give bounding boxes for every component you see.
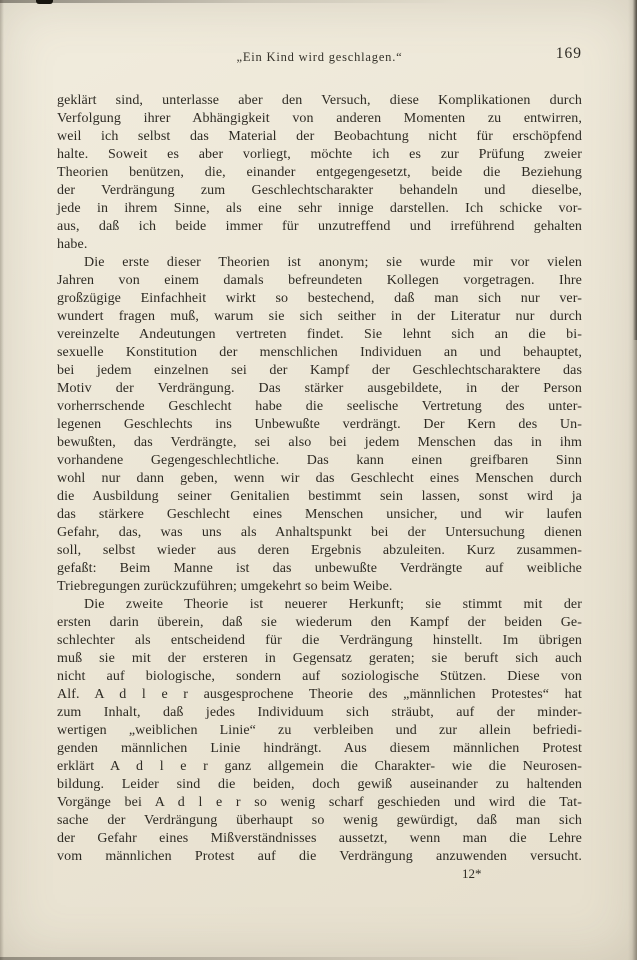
text-line: bei jedem einzelnen sei der Kampf der Geschlechtscharaktere das	[57, 363, 582, 378]
text-line: die Ausbildung seiner Genitalien bestimmt sein lassen, sonst wird ja	[57, 489, 582, 504]
text-line: Gefahr, das, was uns als Anhaltspunkt bei der Untersuchung dienen	[57, 525, 582, 540]
text-line: Die zweite Theorie ist neuerer Herkunft; sie stimmt mit der	[84, 597, 582, 612]
paragraph	[57, 92, 582, 254]
text-line: der Verdrängung zum Geschlechtscharakter behandeln und dieselbe,	[57, 183, 582, 198]
text-line: habe.	[57, 237, 88, 252]
text-line: vorhandene Gegengeschlechtliche. Das kann einen greifbaren Sinn	[57, 453, 582, 468]
text-line: schlechter als entscheidend für die Verdrängung hinstellt. Im übrigen	[57, 633, 582, 648]
text-line: Alf. A d l e r ausgesprochene Theorie des „männlichen Protestes“ hat	[57, 687, 582, 702]
text-line: weil ich selbst das Material der Beobachtung nicht für erschöpfend	[57, 129, 582, 144]
text-line: wertigen „weiblichen Linie“ zu verbleiben und zur allein befriedi-	[57, 723, 582, 738]
text-line: ersten darin überein, daß sie wiederum den Kampf der beiden Ge-	[57, 615, 582, 630]
scan-edge-right-dark	[633, 0, 637, 340]
text-line: genden männlichen Linie hindrängt. Aus diesem männlichen Protest	[57, 741, 582, 756]
page-header	[57, 45, 582, 66]
text-line: sexuelle Konstitution der menschlichen Individuen an und behauptet,	[57, 345, 582, 360]
text-line: bildung. Leider sind die beiden, doch gewiß auseinander zu haltenden	[57, 777, 582, 792]
text-line: Verfolgung ihrer Abhängigkeit von anderen Momenten zu entwirren,	[57, 111, 582, 126]
scan-edge-top	[0, 0, 637, 3]
text-line: bewußten, das Verdrängte, sei also bei jedem Menschen das in ihm	[57, 435, 582, 450]
text-line: Die erste dieser Theorien ist anonym; sie wurde mir vor vielen	[84, 255, 582, 270]
scan-edge-left	[0, 0, 4, 960]
text-line: erklärt A d l e r ganz allgemein die Charakter- wie die Neurosen-	[57, 759, 582, 774]
page-body	[57, 92, 582, 866]
text-line: vorherrschende Geschlecht habe die seelische Vertretung des unter-	[57, 399, 582, 414]
text-line: soll, selbst wieder aus deren Ergebnis abzuleiten. Kurz zusammen-	[57, 543, 582, 558]
text-line: Motiv der Verdrängung. Das stärker ausgebildete, in der Person	[57, 381, 582, 396]
text-line: legenen Geschlechts ins Unbewußte verdrängt. Der Kern des Un-	[57, 417, 582, 432]
text-line: zum Inhalt, daß jedes Individuum sich sträubt, auf der minder-	[57, 705, 582, 720]
text-line: jede in ihrem Sinne, als eine sehr innige darstellen. Ich schicke vor-	[57, 201, 582, 216]
text-line: sache der Verdrängung überhaupt so wenig gewürdigt, daß man sich	[57, 813, 582, 828]
text-line: muß sie mit der ersteren in Gegensatz geraten; sie beruft sich auch	[57, 651, 582, 666]
text-line: gefaßt: Beim Manne ist das unbewußte Verdrängte auf weibliche	[57, 561, 582, 576]
text-line: das stärkere Geschlecht eines Menschen unsicher, und wir laufen	[57, 507, 582, 522]
text-line: vom männlichen Protest auf die Verdrängung anzuwenden versucht.	[57, 849, 582, 864]
text-line: der Gefahr eines Mißverständnisses aussetzt, wenn man die Lehre	[57, 831, 582, 846]
page-number: 169	[555, 45, 582, 62]
text-line: Theorien benützen, die, einander entgegengesetzt, beide die Beziehung	[57, 165, 582, 180]
text-line: vereinzelte Andeutungen vertreten findet. Sie lehnt sich an die bi-	[57, 327, 582, 342]
scan-artifact-top-left	[36, 0, 53, 4]
text-line: halte. Soweit es aber vorliegt, möchte ich es zur Prüfung zweier	[57, 147, 582, 162]
text-line: wundert fragen muß, warum sie sich seither in der Literatur nur durch	[57, 309, 582, 324]
text-line: Triebregungen zurückzuführen; umgekehrt so beim Weibe.	[57, 579, 393, 594]
text-line: geklärt sind, unterlasse aber den Versuch, diese Komplikationen durch	[57, 93, 582, 108]
text-line: Vorgänge bei A d l e r so wenig scharf geschieden und wird die Tat-	[57, 795, 582, 810]
text-line: wohl nur dann geben, wenn wir das Geschlecht eines Menschen durch	[57, 471, 582, 486]
text-line: nicht auf biologische, sondern auf soziologische Stützen. Diese von	[57, 669, 582, 684]
signature-mark: 12*	[462, 866, 482, 881]
paragraph	[57, 254, 582, 596]
text-line: großzügige Einfachheit wirkt so bestechend, daß man sich nur ver-	[57, 291, 582, 306]
text-line: Jahren von einem damals befreundeten Kollegen vorgetragen. Ihre	[57, 273, 582, 288]
running-title: „Ein Kind wird geschlagen.“	[236, 50, 403, 64]
text-line: aus, daß ich beide immer für unzutreffend und irreführend gehalten	[57, 219, 582, 234]
paragraph	[57, 596, 582, 866]
